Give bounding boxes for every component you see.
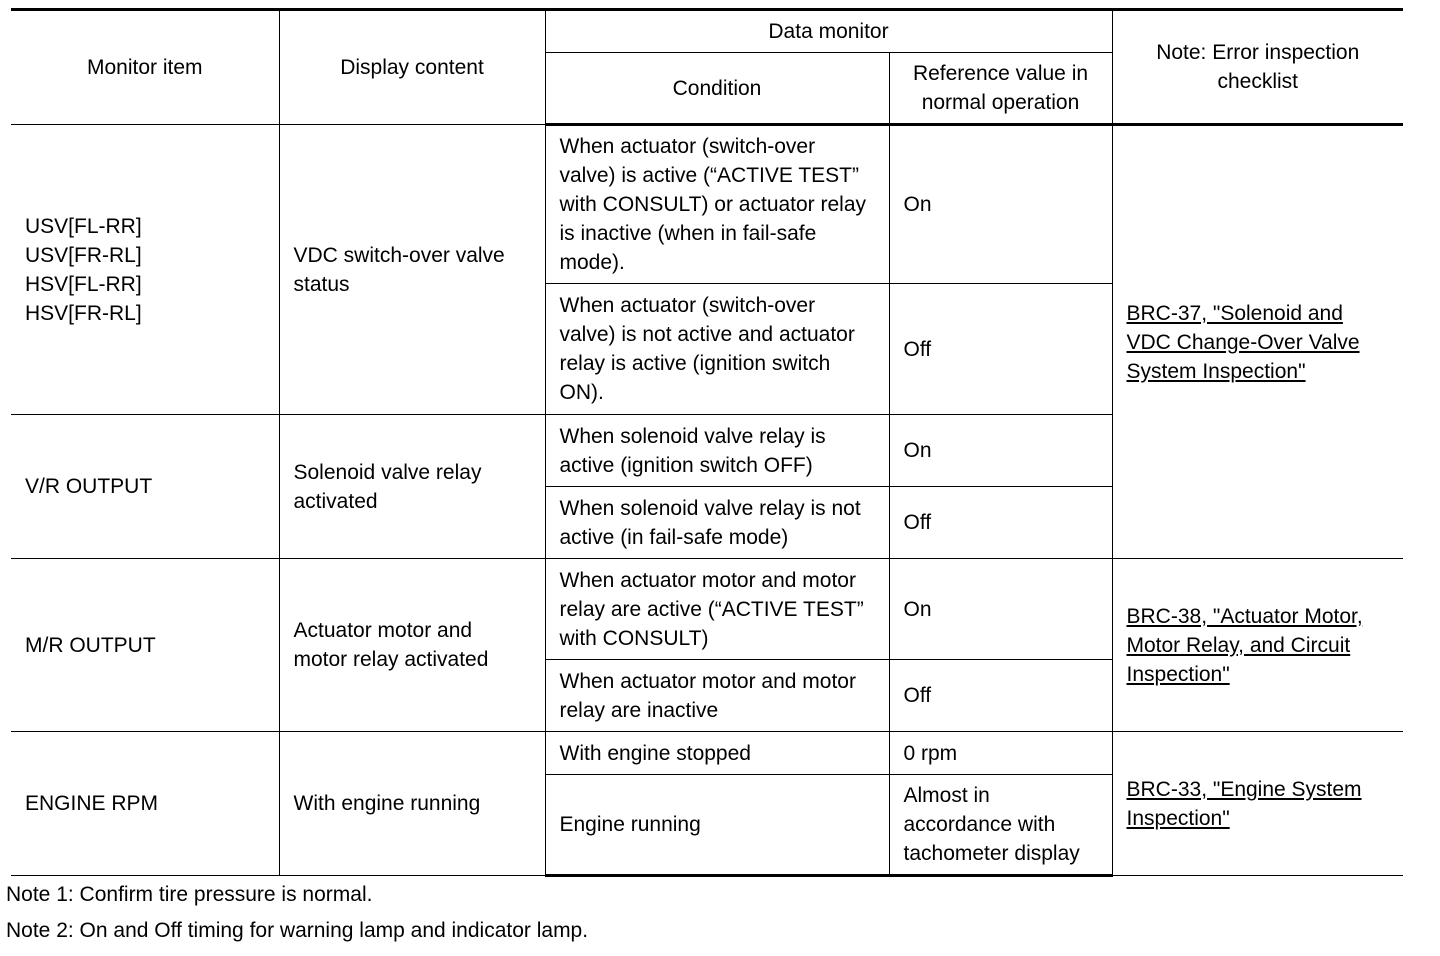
condition-cell: When actuator (switch-over valve) is not active and actuator relay is active (ignition switch ON). <box>545 284 889 415</box>
header-display-content: Display content <box>279 10 545 125</box>
monitor-item-usv <box>11 125 279 415</box>
reference-value-cell: Off <box>889 487 1112 559</box>
reference-value-cell: Off <box>889 660 1112 732</box>
display-content-usv: VDC switch-over valve status <box>279 125 545 415</box>
header-condition: Condition <box>545 53 889 125</box>
footnote-2: Note 2: On and Off timing for warning lamp and indicator lamp. <box>6 919 589 942</box>
display-content-rpm: With engine running <box>279 732 545 876</box>
footnote-1: Note 1: Confirm tire pressure is normal. <box>6 883 373 906</box>
condition-cell: When solenoid valve relay is not active (in fail-safe mode) <box>545 487 889 559</box>
monitor-item-name: HSV[FL-RR] <box>25 272 142 296</box>
header-reference-value: Reference value in normal operation <box>889 53 1112 125</box>
monitor-item-name: USV[FR-RL] <box>25 243 142 267</box>
monitor-item-rpm: ENGINE RPM <box>11 732 279 876</box>
reference-value-cell: 0 rpm <box>889 732 1112 775</box>
reference-value-cell: On <box>889 415 1112 487</box>
condition-cell: When actuator motor and motor relay are active (“ACTIVE TEST” with CONSULT) <box>545 559 889 660</box>
reference-value-cell: On <box>889 125 1112 284</box>
condition-cell: Engine running <box>545 775 889 876</box>
data-monitor-table <box>11 8 1403 877</box>
brc-33-link[interactable]: BRC-33, "Engine System Inspection" <box>1126 777 1362 830</box>
header-data-monitor: Data monitor <box>545 10 1112 53</box>
condition-cell: When solenoid valve relay is active (ignition switch OFF) <box>545 415 889 487</box>
note-cell-rpm <box>1112 732 1403 876</box>
monitor-item-name: USV[FL-RR] <box>25 214 142 238</box>
display-content-vr: Solenoid valve relay activated <box>279 415 545 559</box>
brc-38-link[interactable]: BRC-38, "Actuator Motor, Motor Relay, and Circuit Inspection" <box>1126 604 1363 686</box>
monitor-item-name: HSV[FR-RL] <box>25 301 142 325</box>
monitor-item-vr: V/R OUTPUT <box>11 415 279 559</box>
condition-cell: With engine stopped <box>545 732 889 775</box>
condition-cell: When actuator (switch-over valve) is active (“ACTIVE TEST” with CONSULT) or actuator relay is inactive (when in fail-safe mode). <box>545 125 889 284</box>
monitor-item-mr: M/R OUTPUT <box>11 559 279 732</box>
header-monitor-item: Monitor item <box>11 10 279 125</box>
display-content-mr: Actuator motor and motor relay activated <box>279 559 545 732</box>
condition-cell: When actuator motor and motor relay are inactive <box>545 660 889 732</box>
brc-37-link[interactable]: BRC-37, "Solenoid and VDC Change-Over Valve System Inspection" <box>1126 301 1360 383</box>
reference-value-cell: Off <box>889 284 1112 415</box>
reference-value-cell: Almost in accordance with tachometer display <box>889 775 1112 876</box>
footnotes <box>6 880 588 952</box>
note-cell-mr <box>1112 559 1403 732</box>
reference-value-cell: On <box>889 559 1112 660</box>
header-note: Note: Error inspection checklist <box>1112 10 1403 125</box>
note-cell-usv-vr <box>1112 125 1403 559</box>
